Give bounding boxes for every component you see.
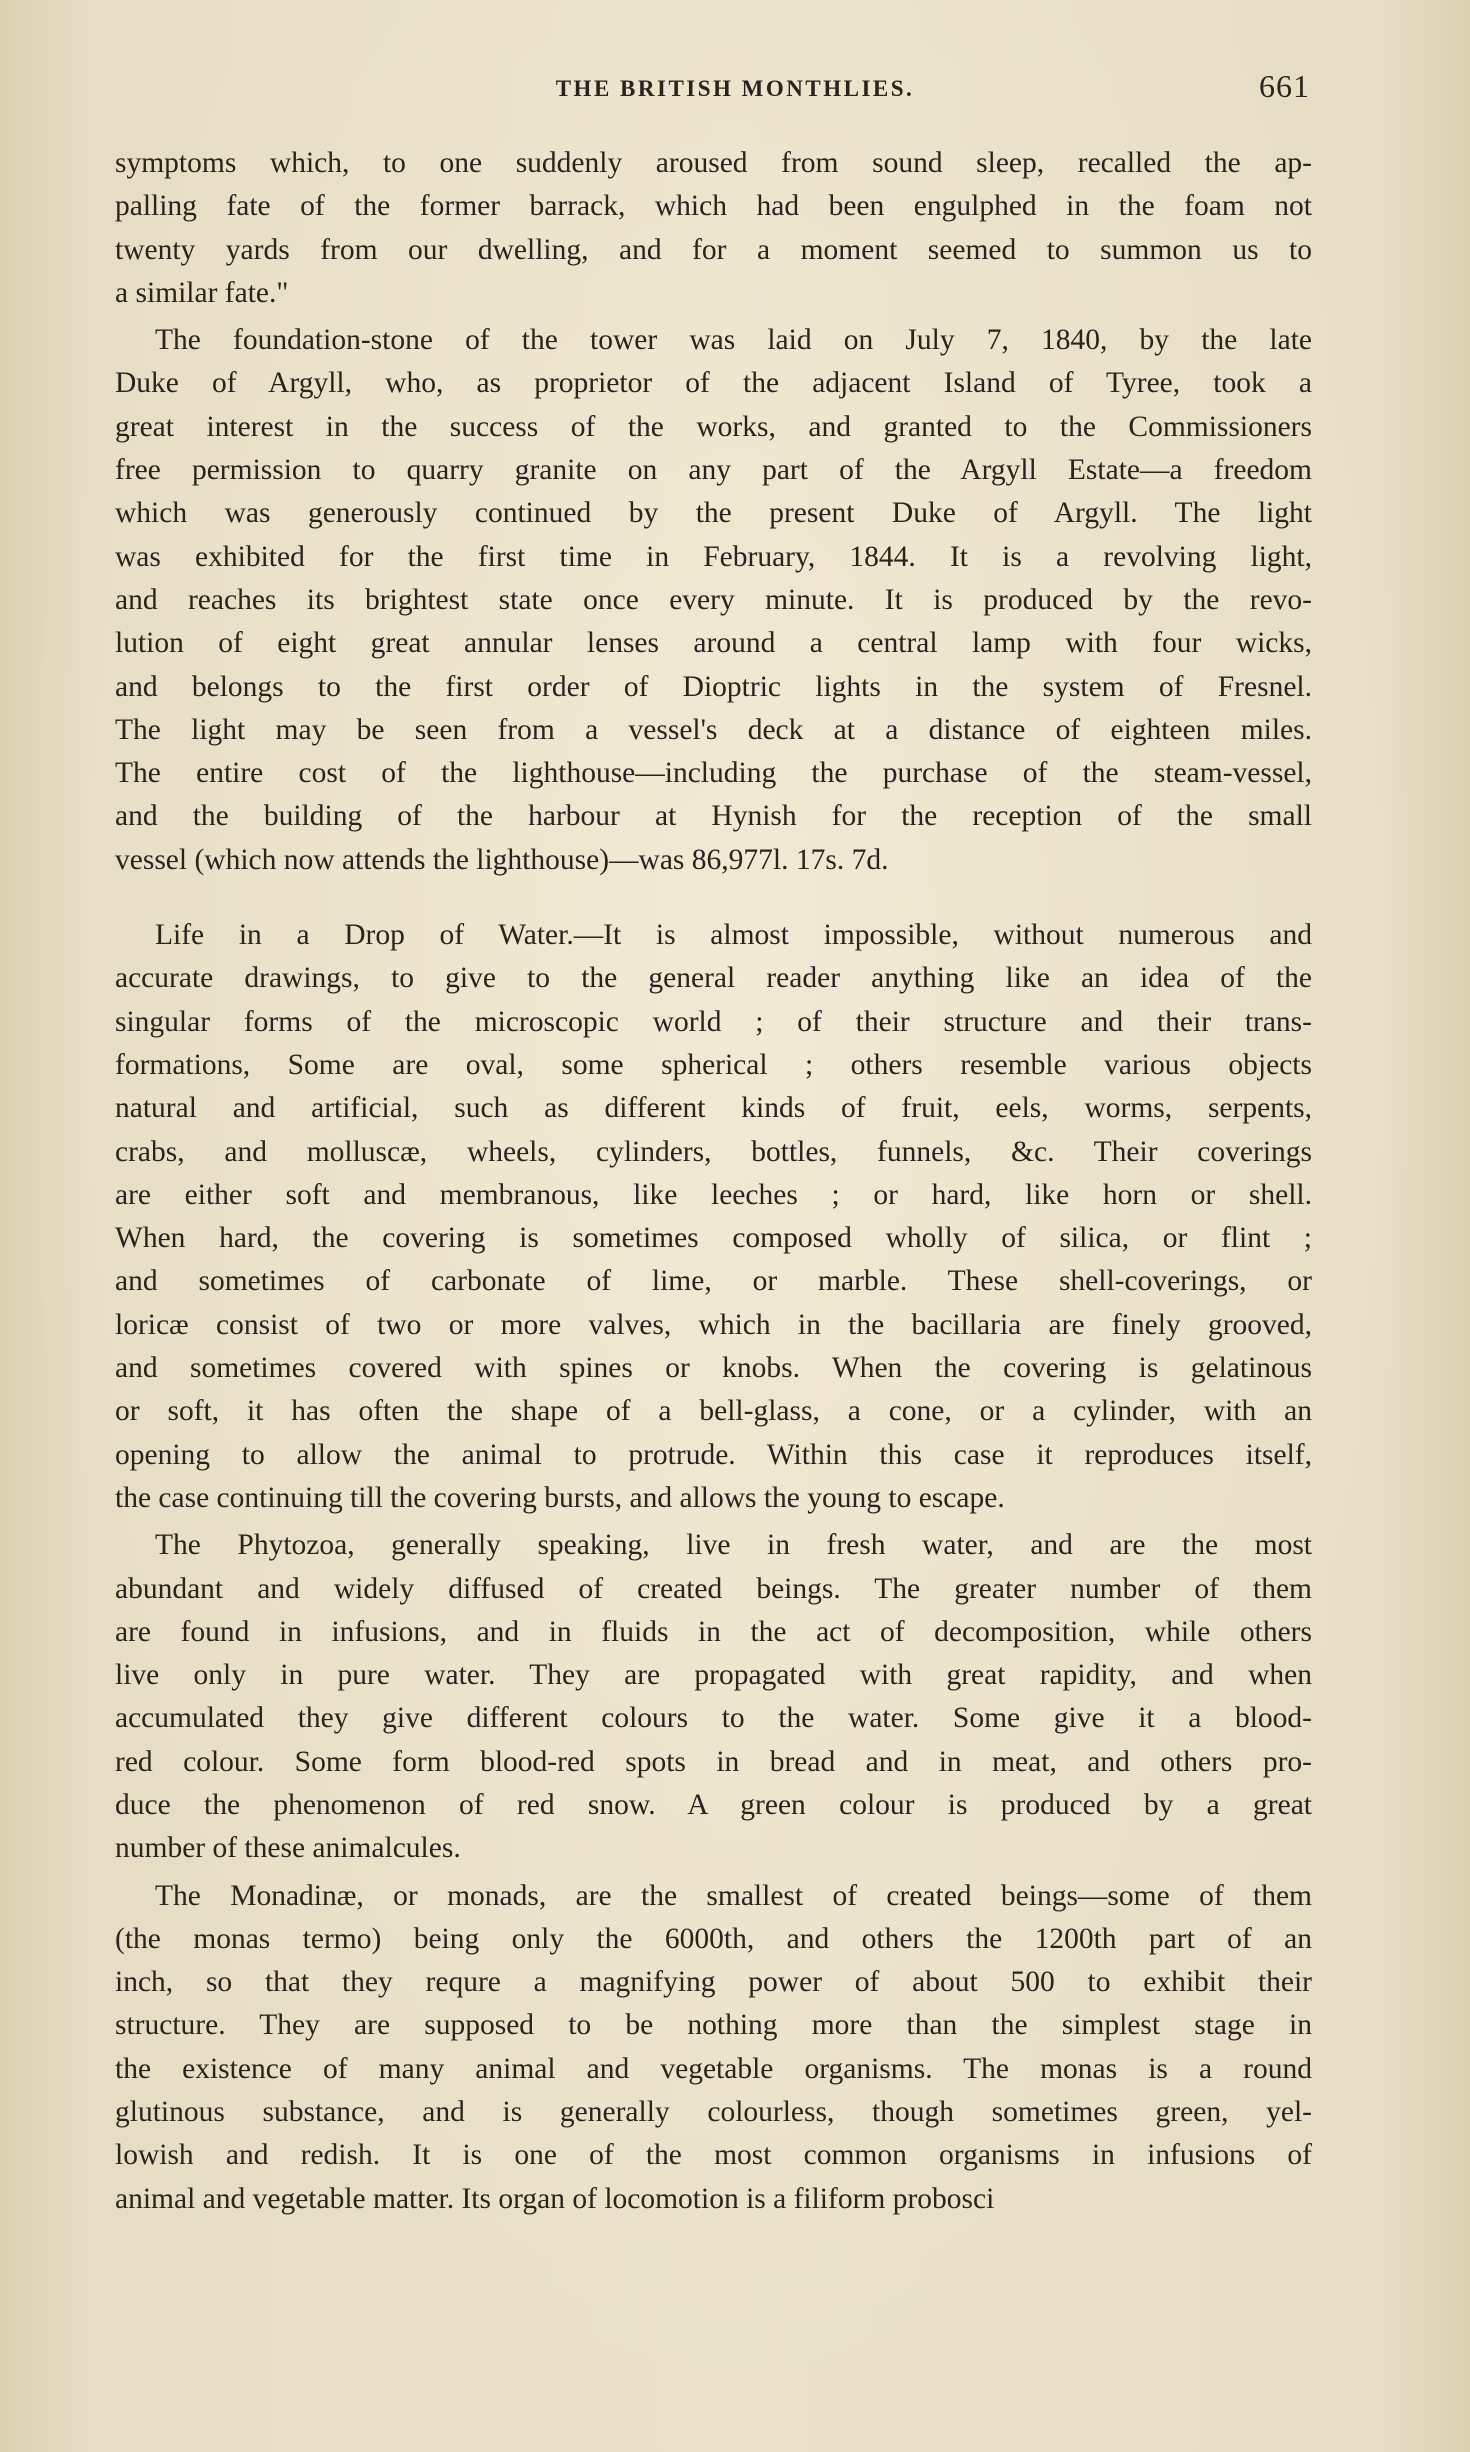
text-line: and reaches its brightest state once every minute. It is produced by the revo- — [115, 583, 1312, 616]
text-line: are either soft and membranous, like leeches ; or hard, like horn or shell. — [115, 1178, 1312, 1211]
text-line: (the monas termo) being only the 6000th, and others the 1200th part of an — [115, 1922, 1312, 1955]
running-title: THE BRITISH MONTHLIES. — [555, 76, 915, 101]
body-text — [115, 142, 1312, 2221]
text-line: glutinous substance, and is generally colourless, though sometimes green, yel- — [115, 2096, 1312, 2129]
text-line: vessel (which now attends the lighthouse)—was 86,977l. 17s. 7d. — [115, 843, 889, 876]
running-head — [0, 68, 1470, 118]
text-line: the case continuing till the covering bursts, and allows the young to escape. — [115, 1481, 1005, 1514]
text-line: was exhibited for the first time in February, 1844. It is a revolving light, — [115, 540, 1312, 573]
text-line: are found in infusions, and in fluids in the act of decomposition, while others — [115, 1615, 1312, 1648]
text-line: structure. They are supposed to be nothing more than the simplest stage in — [115, 2009, 1312, 2042]
text-line: which was generously continued by the present Duke of Argyll. The light — [115, 497, 1312, 530]
text-line: opening to allow the animal to protrude. Within this case it reproduces itself, — [115, 1438, 1312, 1471]
text-line: great interest in the success of the works, and granted to the Commissioners — [115, 410, 1312, 443]
text-line: Duke of Argyll, who, as proprietor of the adjacent Island of Tyree, took a — [115, 367, 1312, 400]
text-line: natural and artificial, such as different kinds of fruit, eels, worms, serpents, — [115, 1092, 1312, 1125]
paragraph — [115, 1875, 1312, 2221]
text-line: free permission to quarry granite on any part of the Argyll Estate—a freedom — [115, 454, 1312, 487]
text-line: The light may be seen from a vessel's deck at a distance of eighteen miles. — [115, 713, 1312, 746]
text-line: animal and vegetable matter. Its organ of locomotion is a filiform probosci — [115, 2182, 995, 2215]
text-line: number of these animalcules. — [115, 1832, 461, 1865]
text-line: The entire cost of the lighthouse—including the purchase of the steam-vessel, — [115, 757, 1312, 790]
paragraph — [115, 1524, 1312, 1870]
text-line: a similar fate." — [115, 276, 289, 309]
text-line: formations, Some are oval, some spherical ; others resemble various objects — [115, 1048, 1312, 1081]
text-line: The foundation-stone of the tower was laid on July 7, 1840, by the late — [155, 324, 1312, 357]
text-line: duce the phenomenon of red snow. A green colour is produced by a great — [115, 1788, 1312, 1821]
text-line: singular forms of the microscopic world ; of their structure and their trans- — [115, 1005, 1312, 1038]
text-line: twenty yards from our dwelling, and for a moment seemed to summon us to — [115, 233, 1312, 266]
text-line: symptoms which, to one suddenly aroused from sound sleep, recalled the ap- — [115, 147, 1312, 179]
text-line: lution of eight great annular lenses around a central lamp with four wicks, — [115, 627, 1312, 660]
text-line: palling fate of the former barrack, which had been engulphed in the foam not — [115, 190, 1312, 223]
paragraph — [115, 142, 1312, 315]
text-line: and belongs to the first order of Dioptric lights in the system of Fresnel. — [115, 670, 1312, 703]
paragraph — [115, 319, 1312, 882]
text-line: live only in pure water. They are propagated with great rapidity, and when — [115, 1659, 1312, 1692]
paragraph — [115, 914, 1312, 1520]
text-line: loricæ consist of two or more valves, which in the bacillaria are finely grooved, — [115, 1308, 1312, 1341]
text-line: and the building of the harbour at Hynish for the reception of the small — [115, 800, 1312, 833]
page-number: 661 — [1259, 68, 1310, 104]
text-line: or soft, it has often the shape of a bell-glass, a cone, or a cylinder, with an — [115, 1395, 1312, 1428]
text-line: abundant and widely diffused of created beings. The greater number of them — [115, 1572, 1312, 1605]
text-line: inch, so that they requre a magnifying power of about 500 to exhibit their — [115, 1966, 1312, 1999]
text-line: The Phytozoa, generally speaking, live in fresh water, and are the most — [155, 1529, 1312, 1562]
text-line: accurate drawings, to give to the general reader anything like an idea of the — [115, 962, 1312, 995]
text-line: accumulated they give different colours to the water. Some give it a blood- — [115, 1702, 1312, 1735]
text-line: the existence of many animal and vegetable organisms. The monas is a round — [115, 2052, 1312, 2085]
text-line: and sometimes of carbonate of lime, or marble. These shell-coverings, or — [115, 1265, 1312, 1298]
text-line: The Monadinæ, or monads, are the smallest of created beings—some of them — [155, 1879, 1312, 1912]
text-line: When hard, the covering is sometimes composed wholly of silica, or flint ; — [115, 1222, 1312, 1255]
section-heading-line: Life in a Drop of Water.—It is almost impossible, without numerous and — [155, 919, 1312, 952]
text-line: crabs, and molluscæ, wheels, cylinders, bottles, funnels, &c. Their coverings — [115, 1135, 1312, 1168]
text-line: lowish and redish. It is one of the most common organisms in infusions of — [115, 2139, 1312, 2172]
text-line: and sometimes covered with spines or knobs. When the covering is gelatinous — [115, 1352, 1312, 1385]
text-line: red colour. Some form blood-red spots in bread and in meat, and others pro- — [115, 1745, 1312, 1778]
